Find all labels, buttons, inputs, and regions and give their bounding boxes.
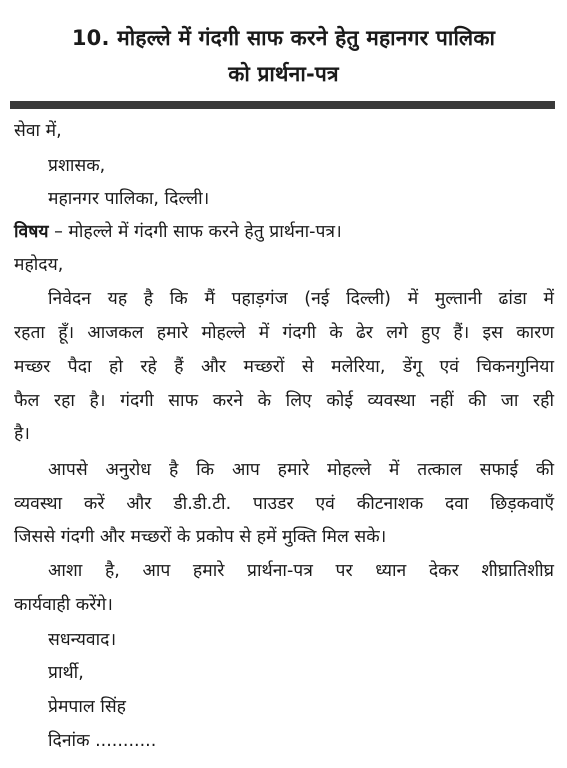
para1-line-2: रहता हूँ। आजकल हमारे मोहल्ले में गंदगी के ढेर लगे हुए हैं। इस कारण [14,323,554,343]
para1-line-5: है। [14,424,30,444]
subject-line [14,219,342,243]
para1-line-1: निवेदन यह है कि मैं पहाड़गंज (नई दिल्ली) में मुल्तानी ढांडा में [48,289,554,309]
para2-line-3: जिससे गंदगी और मच्छरों के प्रकोप से हमें मुक्ति मिल सके। [14,527,387,547]
para3-line-1: आशा है, आप हमारे प्रार्थना-पत्र पर ध्यान देकर शीघ्रातिशीघ्र [48,561,554,581]
date-line: दिनांक ........... [48,731,157,751]
recipient-line-1: प्रशासक, [48,156,106,176]
title-divider [10,101,555,109]
greeting: महोदय, [14,255,64,275]
closing: सधन्यवाद। [48,630,117,650]
sender-name: प्रेमपाल सिंह [48,697,126,717]
para1-line-4: फैल रहा है। गंदगी साफ करने के लिए कोई व्यवस्था नहीं की जा रही [14,391,554,411]
para2-line-1: आपसे अनुरोध है कि आप हमारे मोहल्ले में तत्काल सफाई की [48,460,554,480]
subject-text: – मोहल्ले में गंदगी साफ करने हेतु प्रार्थना-पत्र। [48,222,342,242]
para2-line-2: व्यवस्था करें और डी.डी.टी. पाउडर एवं कीटनाशक दवा छिड़कवाएँ [14,494,554,514]
sender-label: प्रार्थी, [48,663,84,683]
salutation-to: सेवा में, [14,121,62,141]
para1-line-3: मच्छर पैदा हो रहे हैं और मच्छरों से मलेरिया, डेंगू एवं चिकनगुनिया [14,357,554,377]
subject-label: विषय [14,222,49,242]
letter-title-line-2: को प्रार्थना-पत्र [228,62,339,86]
letter-title-line-1: 10. मोहल्ले में गंदगी साफ करने हेतु महानगर पालिका [71,26,496,50]
recipient-line-2: महानगर पालिका, दिल्ली। [48,189,210,209]
para3-line-2: कार्यवाही करेंगे। [14,595,113,615]
